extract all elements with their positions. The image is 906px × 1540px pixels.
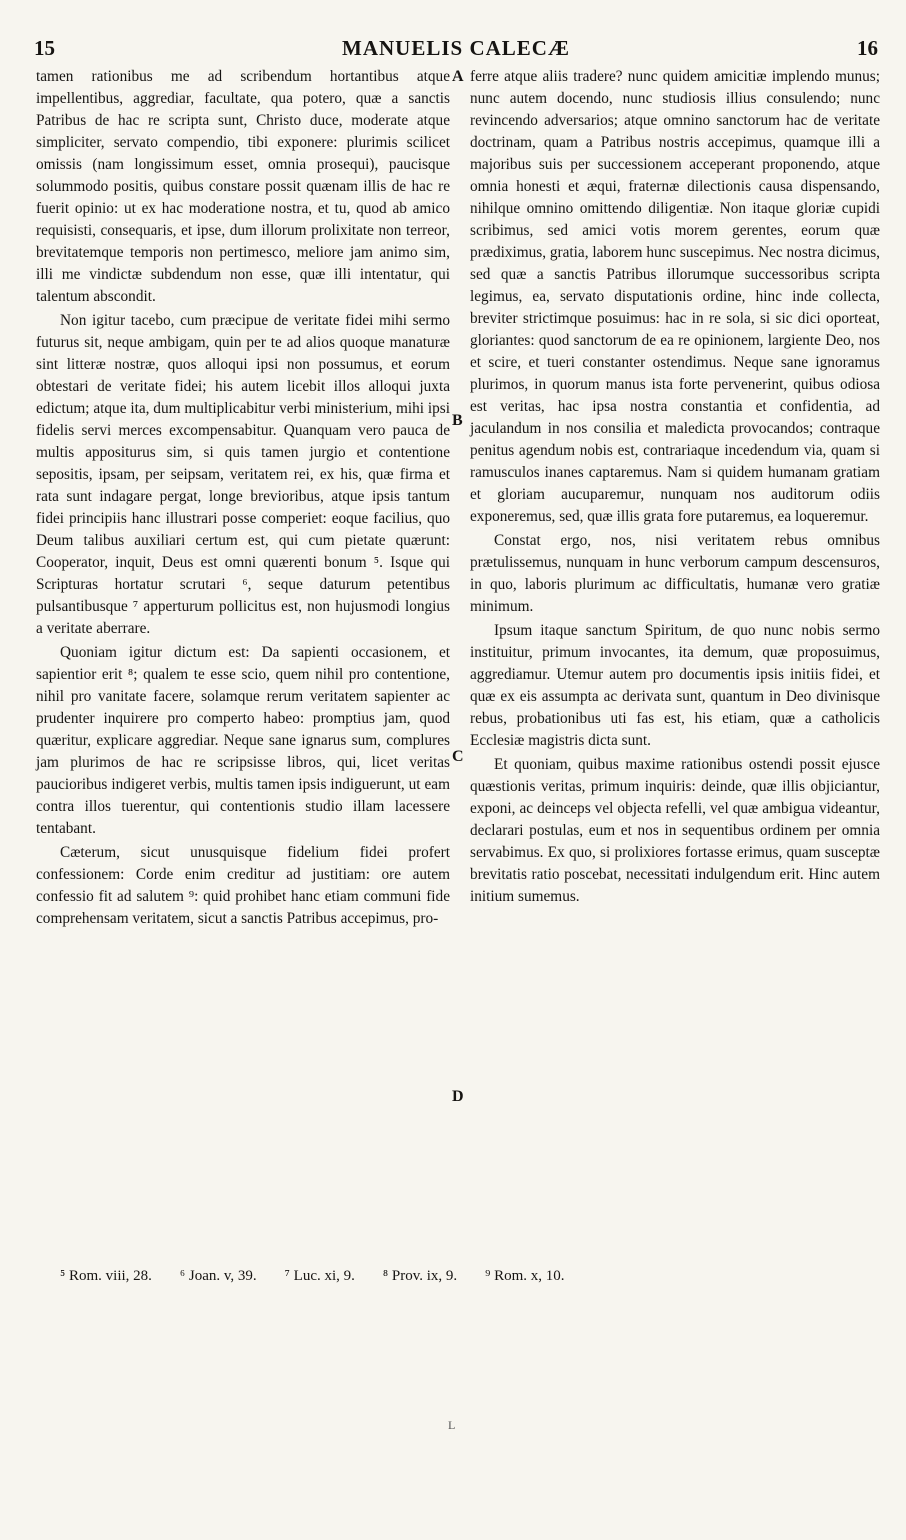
right-column bbox=[470, 66, 880, 908]
page-header bbox=[34, 30, 878, 64]
stray-mark: L bbox=[448, 1418, 456, 1432]
margin-marker-b: B bbox=[452, 412, 463, 429]
footnote: ⁹ Rom. x, 10. bbox=[485, 1268, 565, 1284]
paragraph: Quoniam igitur dictum est: Da sapienti occasionem, et sapientior erit ⁸; qualem te esse scio, quem nihil pro contentione, nihil pro vanitate facere, solamque rerum veritatem sapienter ac prudenter inquirere pro comperto habeo: promptius jam, quod quæritur, explicare aggrediar. Neque sane ignarus sum, complures jam plurimos de hac re scripsisse libros, qui, licet veritas paucioribus indigeret verbis, multis tamen ipsis indiguerunt, ut eam contra illos tuerentur, qui contentionis studio illam lacessere tentabant. bbox=[36, 644, 450, 837]
paragraph: Ipsum itaque sanctum Spiritum, de quo nunc nobis sermo instituitur, primum invocantes, ita demum, quæ proposuimus, aggrediamur. Utemur autem pro documentis ipsis initiis fidei, et quæ ex eis assumpta ac derivata sunt, quantum in Deo divinisque rebus, probationibus uti fas est, his etiam, quæ a catholicis Ecclesiæ magistris dicta sunt. bbox=[470, 622, 880, 749]
page-number-left: 15 bbox=[34, 36, 55, 60]
paragraph: Non igitur tacebo, cum præcipue de veritate fidei mihi sermo futurus sit, neque ambigam, quin per te ad alios quoque manaturæ sint litteræ nostræ, quos alloqui ipsi non possumus, et eorum obtestari de veritate fidei; his autem licebit illos alloqui juxta edictum; atque ita, dum multiplicabitur verbi ministerium, mihi ipsi fidelis servi merces excompensabitur. Quanquam vero pauca de multis appositurus sim, si quis tamen jurgio et contentione sepositis, ipsam, per seipsam, veritatem rei, ex his, quæ firma et rata sunt indagare pergat, longe brevioribus, atque ipsis tantum fidei principiis hanc illustrari posse comperiet: eoque facilius, quo Deum talibus auxiliari certum est, qui cum pietate quærunt: Cooperator, inquit, Deus est omni quærenti bonum ⁵. Isque qui Scripturas hortatur scrutari ⁶, seque daturum petentibus pulsantibusque ⁷ apperturum pollicitus est, non hujusmodi longius a veritate aberrare. bbox=[36, 312, 450, 637]
running-title: MANUELIS CALECÆ bbox=[342, 36, 570, 60]
footnotes bbox=[60, 1265, 840, 1287]
paragraph: Et quoniam, quibus maxime rationibus ostendi possit ejusce quæstionis veritas, primum inquiris: deinde, quæ illis objiciantur, exponi, ac deinceps vel objecta refelli, vel quæ ambigua videantur, declarari postulas, eum et nos in sequentibus ordinem per omnia servabimus. Ex quo, si prolixiores fortasse erimus, quam susceptæ brevitatis ratio poscebat, necessitati indulgendum erit. Hinc autem initium sumemus. bbox=[470, 756, 880, 905]
margin-marker-a: A bbox=[452, 68, 464, 85]
left-column bbox=[36, 66, 450, 930]
margin-marker-c: C bbox=[452, 748, 464, 765]
paragraph: Cæterum, sicut unusquisque fidelium fidei profert confessionem: Corde enim creditur ad justitiam: ore autem confessio fit ad salutem ⁹: quid prohibet hanc etiam communi fide comprehensam veritatem, sicut a sanctis Patribus accepimus, pro- bbox=[36, 844, 450, 927]
paragraph: ferre atque aliis tradere? nunc quidem amicitiæ implendo munus; nunc autem docendo, nunc studiosis illius consulendo; nunc revincendo adversarios; atque omnino sanctorum hac de veritate doctrinam, quam a Patribus nostris accepimus, quamque illi a majoribus suis per successionem acceperant proponendo, atque omnia honesti et æqui, fraternæ dilectionis causa dispensando, nihilque omnino omittendo diligentiæ. Non itaque gloriæ cupidi scribimus, sed amici votis morem gerentes, eorum quæ prædiximus, gratia, laborem hunc suscepimus. Nec nostra dicimus, sed quæ a sanctis Patribus illorumque successoribus scripta legimus, ea, servato disputationis ordine, hinc inde collecta, breviter strictimque posuimus: hac in re sola, si sic dici oporteat, gloriantes: quod sanctorum de ea re opinionem, largiente Deo, nos et scire, et tueri constanter ostendimus. Neque sane ignoramus plurimos, in quorum manus ista forte pervenerint, quibus odiosa est veritas, hac ipsa nostra constantia et confidentia, ad jaculandum in nos consilia et maledicta provocandos; contraque penitus agendum nobis est, contrariaque incedendum via, quam si ramusculos inanes captaremus. Nam si quidem humanam gratiam et gloriam aucuparemur, nunquam nos auditorum odiis exponeremus, sed, quæ illis grata fore putaremus, ea loqueremur. bbox=[470, 68, 880, 525]
paragraph: Constat ergo, nos, nisi veritatem rebus omnibus prætulissemus, nunquam in hunc verborum campum descensuros, in quo, laboris plurimum ac difficultatis, humanæ vero gratiæ minimum. bbox=[470, 532, 880, 615]
footnote: ⁵ Rom. viii, 28. bbox=[60, 1268, 152, 1284]
footnote: ⁸ Prov. ix, 9. bbox=[382, 1268, 458, 1284]
footnote: ⁷ Luc. xi, 9. bbox=[284, 1268, 355, 1284]
page-number-right: 16 bbox=[857, 36, 878, 60]
paragraph: tamen rationibus me ad scribendum hortantibus atque impellentibus, aggrediar, facultate, qua potero, quæ a sanctis Patribus de hac re scripta sunt, Christo duce, moderate atque simpliciter, servato compendio, tibi exponere: plurimis scilicet omissis (nam longissimum esset, omnia prosequi), paucisque solummodo positis, quibus constare possit quænam illis de hac re fuerit opinio: ut ex hac moderatione nostra, et tu, quod ab amico requisisti, consequaris, et ipse, dum illorum prolixitate non terreor, brevitatemque temporis non pertimesco, meliore jam animo sim, illi me vindictæ subdendum non esse, quæ illi intentatur, qui talentum abscondit. bbox=[36, 68, 450, 305]
margin-marker-d: D bbox=[452, 1088, 464, 1105]
footnote: ⁶ Joan. v, 39. bbox=[179, 1268, 257, 1284]
